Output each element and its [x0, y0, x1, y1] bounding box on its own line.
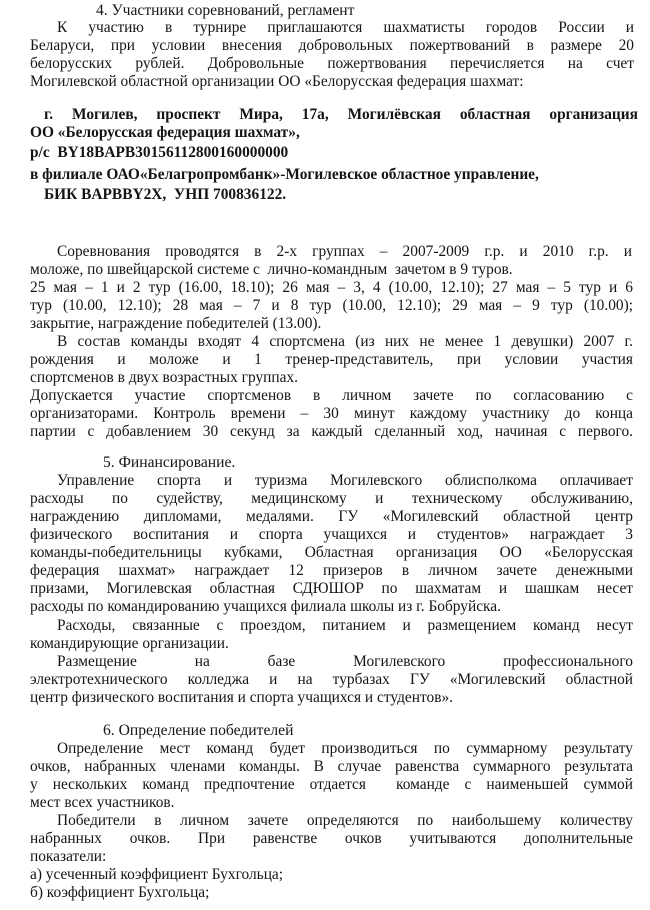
s5-p2-line: Расходы, связанные с проездом, питанием и размещением команд несут — [57, 617, 633, 634]
s4-schedule-line: закрытие, награждение победителей (13.00). — [30, 315, 322, 332]
section-6-heading: 6. Определение победителей — [103, 722, 294, 739]
s6-p1-line: у нескольких команд предпочтение отдается команде с наименьшей суммой — [30, 776, 633, 793]
s5-p1-line: расходы по командированию учащихся филиала школы из г. Бобруйска. — [30, 598, 501, 615]
s4-p4-line: организаторами. Контроль времени – 30 минут каждому участнику до конца — [30, 405, 633, 422]
s4-p1-line: Беларуси, при условии внесения добровольных пожертвований в размере 20 — [30, 37, 634, 54]
s4-p1-line: Могилевской областной организации ОО «Белорусская федерация шахмат: — [30, 73, 524, 90]
s4-p1-line: белорусских рублей. Добровольные пожертвования перечисляется на счет — [30, 55, 634, 72]
bank-details-line: г. Могилев, проспект Мира, 17а, Могилёвская областная организация — [44, 106, 638, 123]
s6-p1-line: очков, набранных членами команды. В случае равенства суммарного результата — [30, 758, 633, 775]
s5-p3-line: Размещение на базе Могилевского профессионального — [57, 653, 633, 670]
s5-p3-line: центр физического воспитания и спорта учащихся и студентов». — [30, 689, 454, 706]
s5-p1-line: Управление спорта и туризма Могилевского облисполкома оплачивает — [57, 472, 633, 489]
s5-p1-line: награждению дипломами, медалями. ГУ «Могилевский областной центр — [30, 508, 633, 525]
s6-p2-line: показатели: — [30, 848, 107, 865]
s4-p1-line: К участию в турнире приглашаются шахматисты городов России и — [57, 19, 634, 36]
s5-p1-line: призами, Могилевская областная СДЮШОР по шахматам и шашкам несет — [30, 580, 633, 597]
s4-p2-line: Соревнования проводятся в 2-х группах – 2007-2009 г.р. и 2010 г.р. и — [57, 243, 632, 260]
s4-p3-line: рождения и моложе и 1 тренер-представитель, при условии участия — [30, 351, 633, 368]
list-item: б) коэффициент Бухгольца; — [30, 884, 210, 901]
bank-details-line: в филиале ОАО«Белагропромбанк»-Могилевское областное управление, — [30, 166, 539, 183]
bank-details-line: БИК BAPBBY2X, УНП 700836122. — [44, 186, 287, 203]
s4-schedule-line: тур (10.00, 12.10); 28 мая – 7 и 8 тур (10.00, 12.10); 29 мая – 9 тур (10.00); — [30, 297, 633, 314]
s6-p2-line: набранных очков. При равенстве очков учитываются дополнительные — [30, 830, 633, 847]
s5-p1-line: расходы по судейству, медицинскому и техническому обслуживанию, — [30, 490, 633, 507]
s5-p3-line: электротехнического колледжа и на турбазах ГУ «Могилевский областной — [30, 671, 633, 688]
bank-account-line: р/с BY18BAPB30156112800160000000 — [30, 144, 289, 161]
section-5-heading: 5. Финансирование. — [103, 454, 236, 471]
s5-p1-line: команды-победительницы кубками, Областная организация ОО «Белорусская — [30, 544, 633, 561]
s4-p4-line: партии с добавлением 30 секунд за каждый сделанный ход, начиная с первого. — [30, 423, 633, 440]
s5-p2-line: командирующие организации. — [30, 635, 229, 652]
s4-p3-line: В состав команды входят 4 спортсмена (из них не менее 1 девушки) 2007 г. — [57, 333, 633, 350]
s6-p2-line: Победители в личном зачете определяются по наибольшему количеству — [57, 812, 633, 829]
s4-schedule-line: 25 мая – 1 и 2 тур (16.00, 18.10); 26 мая – 3, 4 (10.00, 12.10); 27 мая – 5 тур и 6 — [30, 279, 633, 296]
bank-details-line: ОО «Белорусская федерация шахмат», — [30, 124, 300, 141]
section-4-heading: 4. Участники соревнований, регламент — [96, 2, 355, 19]
s4-p4-line: Допускается участие спортсменов в личном зачете по согласованию с — [30, 387, 633, 404]
s6-p1-line: Определение мест команд будет производиться по суммарному результату — [57, 740, 633, 757]
list-item: а) усеченный коэффициент Бухгольца; — [30, 866, 284, 883]
s4-p2-line: моложе, по швейцарской системе с лично-командным зачетом в 9 туров. — [30, 261, 513, 278]
s5-p1-line: федерация шахмат» награждает 12 призеров в личном зачете денежными — [30, 562, 633, 579]
s5-p1-line: физического воспитания и спорта учащихся и студентов» награждает 3 — [30, 526, 633, 543]
s6-p1-line: мест всех участников. — [30, 794, 175, 811]
s4-p3-line: спортсменов в двух возрастных группах. — [30, 369, 299, 386]
